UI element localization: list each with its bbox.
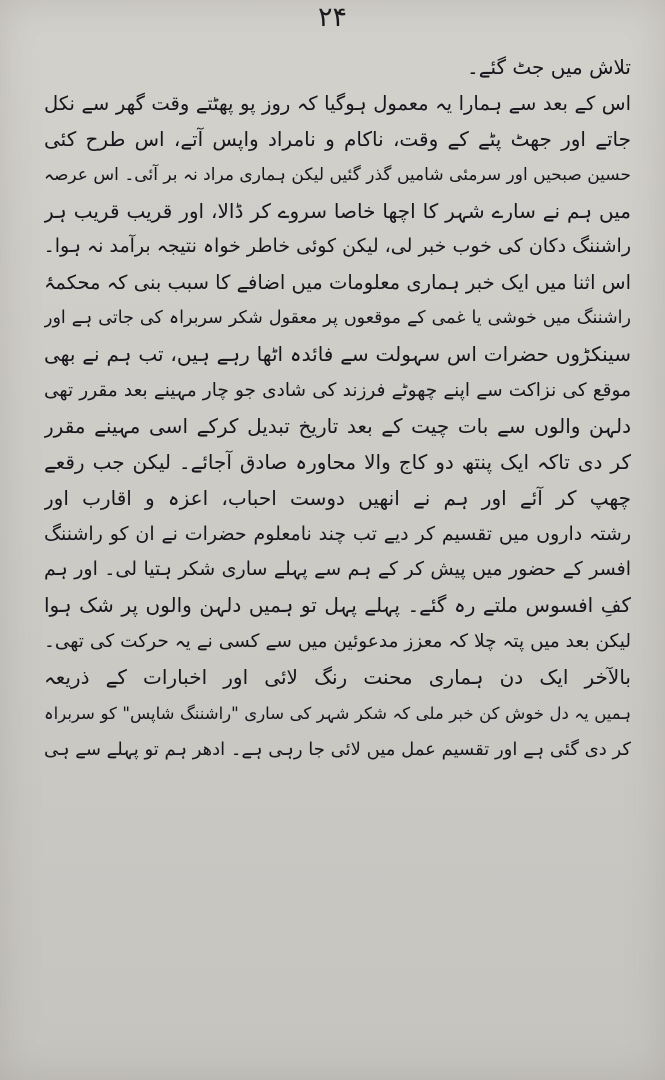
text-line: اس کے بعد سے ہمارا یہ معمول ہوگیا کہ روز پو پھٹتے وقت گھر سے نکل	[44, 91, 631, 115]
text-line: راشننگ میں خوشی یا غمی کے موقعوں پر معقول شکر سربراہ کی جاتی ہے اور	[44, 308, 631, 329]
text-line: ہمیں یہ دل خوش کن خبر ملی کہ شکر شہر کی ساری "راشننگ شاپس" کو سربراہ	[44, 704, 631, 724]
text-line: افسر کے حضور میں پیش کر کے ہم سے پہلے ساری شکر ہتیا لی۔ اور ہم	[44, 558, 631, 581]
text-line: اس اثنا میں ایک خبر ہماری معلومات میں اضافے کا سبب بنی کہ محکمۂ	[44, 271, 631, 295]
text-line: جاتے اور جھٹ پٹے کے وقت، ناکام و نامراد واپس آتے، اس طرح کئی	[44, 126, 631, 151]
text-line: سینکڑوں حضرات اس سہولت سے فائدہ اٹھا رہے ہیں، تب ہم نے بھی	[44, 342, 631, 367]
text-line: بالآخر ایک دن ہماری محنت رنگ لائی اور اخبارات کے ذریعہ	[44, 665, 631, 690]
text-line: راشننگ دکان کی خوب خبر لی، لیکن کوئی خاطر خواہ نتیجہ برآمد نہ ہوا۔	[44, 235, 631, 258]
text-line: کفِ افسوس ملتے رہ گئے۔ پہلے پہل تو ہمیں دلہن والوں پر شک ہوا	[44, 593, 631, 618]
text-line: رشتہ داروں میں تقسیم کر دیے تب چند نامعلوم حضرات نے ان کو راشننگ	[44, 522, 631, 545]
text-line: کر دی گئی ہے اور تقسیم عمل میں لائی جا رہی ہے۔ ادھر ہم تو پہلے سے ہی	[44, 738, 631, 760]
text-line: میں ہم نے سارے شہر کا اچھا خاصا سروے کر ڈالا، اور قریب قریب ہر	[44, 198, 631, 223]
text-line: دلہن والوں سے بات چیت کے بعد تاریخ تبدیل کرکے اسی مہینے مقرر	[44, 413, 631, 438]
text-line: حسین صبحیں اور سرمئی شامیں گذر گئیں لیکن ہماری مراد نہ بر آئی۔ اس عرصہ	[44, 164, 631, 185]
text-line: کر دی تاکہ ایک پنتھ دو کاج والا محاورہ صادق آجائے۔ لیکن جب رقعے	[44, 449, 631, 474]
text-line: تلاش میں جٹ گئے۔	[467, 55, 631, 79]
text-line: چھپ کر آئے اور ہم نے انھیں دوست احباب، اعزہ و اقارب اور	[44, 485, 631, 510]
body-text	[44, 50, 631, 768]
text-line: لیکن بعد میں پتہ چلا کہ معزز مدعوئین میں سے کسی نے یہ حرکت کی تھی۔	[44, 631, 631, 653]
page-number: ۲۴	[317, 2, 347, 33]
text-line: موقع کی نزاکت سے اپنے چھوٹے فرزند کی شادی جو چار مہینے بعد مقرر تھی	[44, 380, 631, 402]
